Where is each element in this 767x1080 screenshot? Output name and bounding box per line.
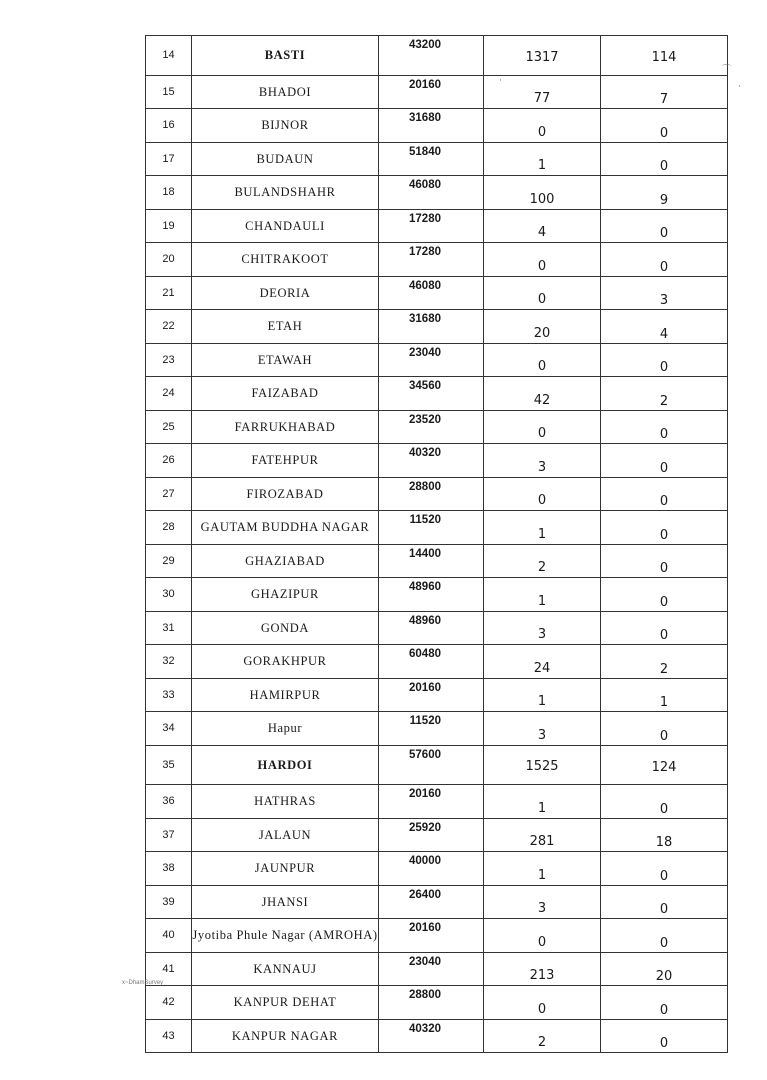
current-count-cell: 9 (601, 176, 728, 210)
total-count-cell: 1 (484, 511, 601, 545)
serial-number-cell: 19 (146, 209, 192, 243)
table-row (146, 1019, 728, 1053)
current-count-cell: 20 (601, 952, 728, 986)
current-count-cell: 7 (601, 75, 728, 109)
population-cell: 43200 (379, 36, 484, 76)
serial-number-cell: 24 (146, 377, 192, 411)
current-count-cell: 2 (601, 645, 728, 679)
district-name-cell: HARDOI (192, 745, 379, 785)
population-cell: 46080 (379, 176, 484, 210)
table-row (146, 745, 728, 785)
serial-number-cell: 20 (146, 243, 192, 277)
district-name-cell: GONDA (192, 611, 379, 645)
table-row (146, 986, 728, 1020)
serial-number-cell: 39 (146, 885, 192, 919)
total-count-cell: 0 (484, 919, 601, 953)
district-name-cell: JALAUN (192, 818, 379, 852)
serial-number-cell: 21 (146, 276, 192, 310)
population-cell: 11520 (379, 712, 484, 746)
table-row (146, 785, 728, 819)
serial-number-cell: 43 (146, 1019, 192, 1053)
table-row (146, 952, 728, 986)
scan-mark: ⌒ (722, 65, 732, 75)
district-name-cell: BASTI (192, 36, 379, 76)
current-count-cell: 0 (601, 885, 728, 919)
current-count-cell: 0 (601, 209, 728, 243)
table-row (146, 544, 728, 578)
current-count-cell: 0 (601, 511, 728, 545)
current-count-cell: 0 (601, 544, 728, 578)
table-row (146, 410, 728, 444)
total-count-cell: 3 (484, 444, 601, 478)
total-count-cell: 1 (484, 785, 601, 819)
table-row (146, 36, 728, 76)
total-count-cell: 42 (484, 377, 601, 411)
serial-number-cell: 17 (146, 142, 192, 176)
population-cell: 23040 (379, 952, 484, 986)
district-name-cell: GHAZIABAD (192, 544, 379, 578)
district-name-cell: FARRUKHABAD (192, 410, 379, 444)
district-name-cell: GORAKHPUR (192, 645, 379, 679)
population-cell: 46080 (379, 276, 484, 310)
population-cell: 40320 (379, 1019, 484, 1053)
table-row (146, 276, 728, 310)
district-name-cell: FAIZABAD (192, 377, 379, 411)
current-count-cell: 0 (601, 243, 728, 277)
current-count-cell: 124 (601, 745, 728, 785)
population-cell: 48960 (379, 578, 484, 612)
current-count-cell: 0 (601, 919, 728, 953)
total-count-cell: 77 (484, 75, 601, 109)
district-name-cell: BULANDSHAHR (192, 176, 379, 210)
population-cell: 57600 (379, 745, 484, 785)
current-count-cell: 0 (601, 1019, 728, 1053)
table-row (146, 209, 728, 243)
total-count-cell: 0 (484, 410, 601, 444)
total-count-cell: 281 (484, 818, 601, 852)
district-name-cell: CHITRAKOOT (192, 243, 379, 277)
population-cell: 28800 (379, 477, 484, 511)
table-row (146, 578, 728, 612)
total-count-cell: 1317 (484, 36, 601, 76)
current-count-cell: 0 (601, 712, 728, 746)
table-row (146, 611, 728, 645)
population-cell: 26400 (379, 885, 484, 919)
district-name-cell: HATHRAS (192, 785, 379, 819)
population-cell: 20160 (379, 678, 484, 712)
serial-number-cell: 16 (146, 109, 192, 143)
total-count-cell: 20 (484, 310, 601, 344)
serial-number-cell: 25 (146, 410, 192, 444)
table-row (146, 243, 728, 277)
total-count-cell: 2 (484, 544, 601, 578)
table-row (146, 712, 728, 746)
table-row (146, 678, 728, 712)
serial-number-cell: 41 (146, 952, 192, 986)
current-count-cell: 18 (601, 818, 728, 852)
current-count-cell: 1 (601, 678, 728, 712)
population-cell: 23040 (379, 343, 484, 377)
population-cell: 14400 (379, 544, 484, 578)
population-cell: 20160 (379, 75, 484, 109)
total-count-cell: 0 (484, 343, 601, 377)
population-cell: 11520 (379, 511, 484, 545)
total-count-cell: 1 (484, 578, 601, 612)
table-row (146, 310, 728, 344)
scan-mark: · (738, 82, 741, 92)
total-count-cell: 213 (484, 952, 601, 986)
district-name-cell: Hapur (192, 712, 379, 746)
total-count-cell: 100 (484, 176, 601, 210)
district-name-cell: ETAWAH (192, 343, 379, 377)
table-row (146, 818, 728, 852)
serial-number-cell: 29 (146, 544, 192, 578)
district-name-cell: BUDAUN (192, 142, 379, 176)
serial-number-cell: 35 (146, 745, 192, 785)
current-count-cell: 0 (601, 578, 728, 612)
population-cell: 40320 (379, 444, 484, 478)
serial-number-cell: 28 (146, 511, 192, 545)
total-count-cell: 0 (484, 243, 601, 277)
serial-number-cell: 42 (146, 986, 192, 1020)
serial-number-cell: 32 (146, 645, 192, 679)
current-count-cell: 0 (601, 410, 728, 444)
district-name-cell: BIJNOR (192, 109, 379, 143)
district-name-cell: DEORIA (192, 276, 379, 310)
serial-number-cell: 22 (146, 310, 192, 344)
table-row (146, 511, 728, 545)
table-row (146, 109, 728, 143)
serial-number-cell: 30 (146, 578, 192, 612)
total-count-cell: 1 (484, 852, 601, 886)
table-row (146, 645, 728, 679)
population-cell: 31680 (379, 109, 484, 143)
current-count-cell: 114 (601, 36, 728, 76)
current-count-cell: 3 (601, 276, 728, 310)
district-name-cell: CHANDAULI (192, 209, 379, 243)
current-count-cell: 0 (601, 142, 728, 176)
current-count-cell: 0 (601, 986, 728, 1020)
table-row (146, 885, 728, 919)
current-count-cell: 2 (601, 377, 728, 411)
population-cell: 20160 (379, 919, 484, 953)
table-row (146, 176, 728, 210)
serial-number-cell: 18 (146, 176, 192, 210)
district-name-cell: KANPUR NAGAR (192, 1019, 379, 1053)
serial-number-cell: 37 (146, 818, 192, 852)
table-row (146, 444, 728, 478)
serial-number-cell: 23 (146, 343, 192, 377)
population-cell: 51840 (379, 142, 484, 176)
current-count-cell: 0 (601, 852, 728, 886)
district-name-cell: FIROZABAD (192, 477, 379, 511)
population-cell: 31680 (379, 310, 484, 344)
serial-number-cell: 34 (146, 712, 192, 746)
serial-number-cell: 27 (146, 477, 192, 511)
serial-number-cell: 14 (146, 36, 192, 76)
total-count-cell: 4 (484, 209, 601, 243)
total-count-cell: 24 (484, 645, 601, 679)
district-name-cell: JAUNPUR (192, 852, 379, 886)
population-cell: 20160 (379, 785, 484, 819)
total-count-cell: 0 (484, 986, 601, 1020)
table-row (146, 377, 728, 411)
table-body (146, 36, 728, 1053)
total-count-cell: 3 (484, 885, 601, 919)
total-count-cell: 1 (484, 678, 601, 712)
serial-number-cell: 33 (146, 678, 192, 712)
serial-number-cell: 15 (146, 75, 192, 109)
total-count-cell: 0 (484, 109, 601, 143)
serial-number-cell: 40 (146, 919, 192, 953)
table-row (146, 852, 728, 886)
population-cell: 34560 (379, 377, 484, 411)
district-name-cell: BHADOI (192, 75, 379, 109)
serial-number-cell: 38 (146, 852, 192, 886)
scan-mark: · (499, 76, 502, 86)
table-row (146, 477, 728, 511)
table-row (146, 75, 728, 109)
current-count-cell: 0 (601, 611, 728, 645)
population-cell: 17280 (379, 209, 484, 243)
district-name-cell: HAMIRPUR (192, 678, 379, 712)
population-cell: 23520 (379, 410, 484, 444)
population-cell: 60480 (379, 645, 484, 679)
current-count-cell: 0 (601, 444, 728, 478)
district-name-cell: FATEHPUR (192, 444, 379, 478)
population-cell: 17280 (379, 243, 484, 277)
population-cell: 40000 (379, 852, 484, 886)
serial-number-cell: 36 (146, 785, 192, 819)
current-count-cell: 0 (601, 109, 728, 143)
district-name-cell: JHANSI (192, 885, 379, 919)
population-cell: 25920 (379, 818, 484, 852)
total-count-cell: 1 (484, 142, 601, 176)
total-count-cell: 1525 (484, 745, 601, 785)
table-row (146, 919, 728, 953)
table-row (146, 343, 728, 377)
table-row (146, 142, 728, 176)
current-count-cell: 0 (601, 343, 728, 377)
district-data-table (145, 35, 728, 1053)
current-count-cell: 4 (601, 310, 728, 344)
district-name-cell: KANPUR DEHAT (192, 986, 379, 1020)
district-name-cell: ETAH (192, 310, 379, 344)
serial-number-cell: 31 (146, 611, 192, 645)
total-count-cell: 3 (484, 611, 601, 645)
district-name-cell: GHAZIPUR (192, 578, 379, 612)
current-count-cell: 0 (601, 477, 728, 511)
district-name-cell: Jyotiba Phule Nagar (AMROHA) (192, 919, 379, 953)
district-name-cell: KANNAUJ (192, 952, 379, 986)
population-cell: 28800 (379, 986, 484, 1020)
serial-number-cell: 26 (146, 444, 192, 478)
scanner-footer-note: x~DhamSurvey (122, 980, 164, 986)
total-count-cell: 3 (484, 712, 601, 746)
total-count-cell: 2 (484, 1019, 601, 1053)
district-name-cell: GAUTAM BUDDHA NAGAR (192, 511, 379, 545)
total-count-cell: 0 (484, 276, 601, 310)
population-cell: 48960 (379, 611, 484, 645)
current-count-cell: 0 (601, 785, 728, 819)
total-count-cell: 0 (484, 477, 601, 511)
